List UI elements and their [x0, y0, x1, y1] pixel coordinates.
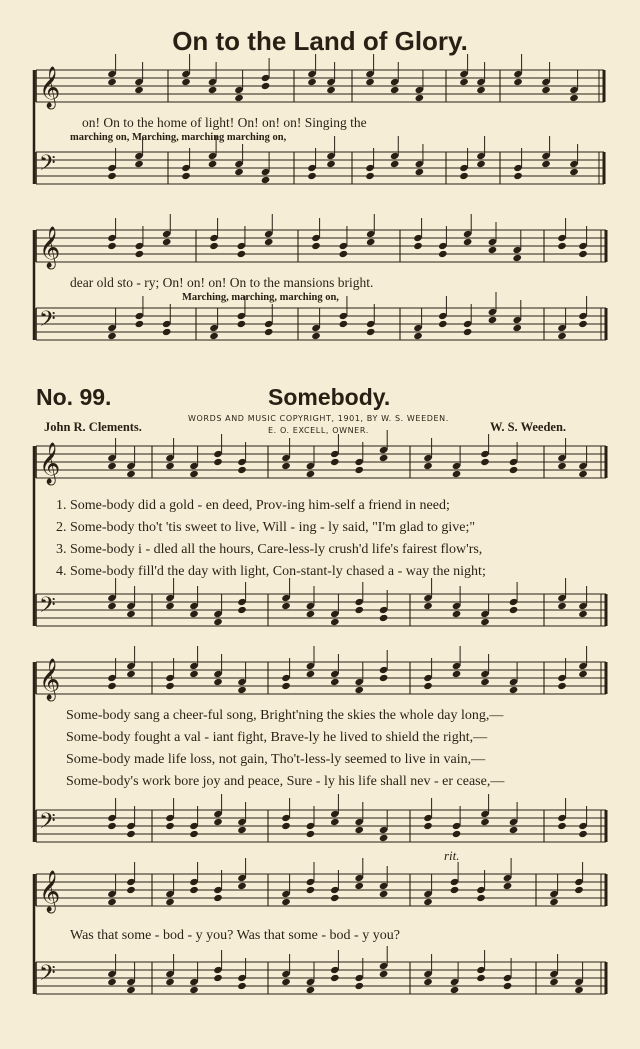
verse-line: 3. Some-body i - dled all the hours, Care-less-ly crush'd life's fairest flow'rs, — [56, 542, 483, 557]
note-head — [306, 886, 316, 894]
note-head — [366, 238, 376, 246]
note-head — [261, 82, 271, 90]
note-head — [237, 826, 247, 834]
note-head — [306, 470, 316, 478]
note-head — [208, 86, 218, 94]
hymn1-bass-text-1: marching on, Marching, marching marching on, — [70, 132, 287, 143]
note-head — [541, 160, 551, 168]
note-head — [459, 78, 469, 86]
hymn-title-1: On to the Land of Glory. — [172, 26, 468, 56]
refrain-lyrics: Was that some - bod - y you? Was that some - bod - y you? — [70, 928, 400, 943]
hymn-number: No. 99. — [36, 384, 112, 410]
note-head — [311, 332, 321, 340]
note-head — [578, 250, 588, 258]
note-head — [452, 470, 462, 478]
note-head — [423, 978, 433, 986]
note-head — [165, 602, 175, 610]
note-head — [189, 886, 199, 894]
note-head — [488, 246, 498, 254]
note-head — [569, 168, 579, 176]
note-head — [423, 602, 433, 610]
note-head — [390, 160, 400, 168]
note-head — [107, 78, 117, 86]
note-head — [134, 160, 144, 168]
note-head — [237, 250, 247, 258]
note-head — [264, 238, 274, 246]
note-head — [557, 332, 567, 340]
note-head — [126, 886, 136, 894]
note-head — [459, 172, 469, 180]
note-head — [450, 986, 460, 994]
note-head — [165, 978, 175, 986]
note-head — [379, 614, 389, 622]
note-head — [509, 686, 519, 694]
copyright-line-2: E. O. EXCELL, OWNER. — [268, 426, 369, 435]
note-head — [189, 986, 199, 994]
note-head — [480, 618, 490, 626]
note-head — [135, 320, 145, 328]
note-head — [438, 320, 448, 328]
note-head — [503, 982, 513, 990]
verse-line: 4. Some-body fill'd the day with light, Con-stant-ly chased a - way the night; — [56, 564, 486, 579]
note-head — [165, 822, 175, 830]
note-head — [326, 160, 336, 168]
note-head — [423, 462, 433, 470]
treble-clef: 𝄞 — [39, 659, 61, 700]
note-head — [307, 78, 317, 86]
note-head — [234, 94, 244, 102]
note-head — [107, 682, 117, 690]
note-head — [126, 610, 136, 618]
note-head — [189, 830, 199, 838]
hymn-title-2: Somebody. — [268, 384, 391, 410]
note-head — [261, 176, 271, 184]
note-head — [541, 86, 551, 94]
note-head — [557, 682, 567, 690]
note-head — [209, 332, 219, 340]
note-head — [463, 238, 473, 246]
note-head — [165, 462, 175, 470]
note-head — [480, 678, 490, 686]
note-head — [574, 886, 584, 894]
treble-clef: 𝄞 — [39, 67, 61, 108]
verse-line: Some-body sang a cheer-ful song, Bright'ning the skies the whole day long,— — [66, 708, 504, 723]
lyricist: John R. Clements. — [44, 420, 142, 434]
note-head — [512, 254, 522, 262]
note-head — [423, 898, 433, 906]
note-head — [281, 898, 291, 906]
note-head — [390, 86, 400, 94]
note-head — [503, 882, 513, 890]
note-head — [208, 160, 218, 168]
note-head — [107, 822, 117, 830]
note-head — [578, 670, 588, 678]
note-head — [209, 242, 219, 250]
note-head — [107, 978, 117, 986]
note-head — [107, 172, 117, 180]
note-head — [126, 670, 136, 678]
note-head — [311, 242, 321, 250]
treble-clef: 𝄞 — [39, 443, 61, 484]
note-head — [213, 458, 223, 466]
note-head — [415, 94, 425, 102]
note-head — [237, 320, 247, 328]
note-head — [379, 454, 389, 462]
note-head — [379, 890, 389, 898]
note-head — [569, 94, 579, 102]
copyright-line-1: WORDS AND MUSIC COPYRIGHT, 1901, BY W. S. WEEDEN. — [188, 414, 449, 423]
note-head — [476, 974, 486, 982]
verse-line: Some-body's work bore joy and peace, Sure - ly his life shall nev - er cease,— — [66, 774, 505, 789]
note-head — [213, 618, 223, 626]
note-head — [330, 818, 340, 826]
note-head — [365, 172, 375, 180]
note-head — [509, 606, 519, 614]
note-head — [354, 686, 364, 694]
note-head — [162, 238, 172, 246]
note-head — [213, 818, 223, 826]
treble-clef: 𝄞 — [39, 227, 61, 268]
hymn1-lyrics-1: on! On to the home of light! On! on! on! Singing the — [82, 115, 367, 130]
rit-marking: rit. — [444, 848, 460, 863]
note-head — [181, 78, 191, 86]
note-head — [281, 462, 291, 470]
note-head — [557, 602, 567, 610]
bass-clef: 𝄢 — [39, 593, 56, 623]
note-head — [306, 670, 316, 678]
verse-line: 1. Some-body did a gold - en deed, Prov-ing him-self a friend in need; — [56, 498, 450, 513]
note-head — [354, 982, 364, 990]
note-head — [281, 602, 291, 610]
verse-line: 2. Some-body tho't 'tis sweet to live, Will - ing - ly said, "I'm glad to give;" — [56, 520, 476, 535]
note-head — [366, 328, 376, 336]
note-head — [513, 78, 523, 86]
note-head — [463, 328, 473, 336]
note-head — [234, 168, 244, 176]
note-head — [237, 982, 247, 990]
note-head — [354, 466, 364, 474]
note-head — [574, 986, 584, 994]
verse-line: Some-body fought a val - iant fight, Brave-ly he lived to shield the right,— — [66, 730, 488, 745]
note-head — [326, 86, 336, 94]
note-head — [181, 172, 191, 180]
note-head — [512, 324, 522, 332]
hymn1-lyrics-2: dear old sto - ry; On! on! on! On to the mansions bright. — [70, 275, 374, 290]
composer: W. S. Weeden. — [490, 420, 567, 434]
note-head — [354, 826, 364, 834]
note-head — [306, 610, 316, 618]
note-head — [339, 250, 349, 258]
treble-clef: 𝄞 — [39, 871, 61, 912]
note-head — [330, 458, 340, 466]
note-head — [162, 328, 172, 336]
note-head — [126, 986, 136, 994]
note-head — [126, 470, 136, 478]
note-head — [264, 328, 274, 336]
note-head — [379, 970, 389, 978]
note-head — [237, 686, 247, 694]
note-head — [423, 822, 433, 830]
bass-clef: 𝄢 — [39, 961, 56, 991]
note-head — [476, 894, 486, 902]
note-head — [213, 678, 223, 686]
note-head — [379, 674, 389, 682]
note-head — [557, 462, 567, 470]
verse-line: Some-body made life loss, not gain, Tho't-less-ly seemed to live in vain,— — [66, 752, 486, 767]
bass-clef: 𝄢 — [39, 307, 56, 337]
note-head — [557, 242, 567, 250]
note-head — [165, 682, 175, 690]
note-head — [107, 242, 117, 250]
note-head — [330, 894, 340, 902]
note-head — [237, 606, 247, 614]
note-head — [379, 834, 389, 842]
note-head — [354, 882, 364, 890]
note-head — [330, 974, 340, 982]
note-head — [423, 682, 433, 690]
note-head — [476, 160, 486, 168]
note-head — [413, 332, 423, 340]
note-head — [549, 978, 559, 986]
note-head — [213, 974, 223, 982]
note-head — [557, 822, 567, 830]
note-head — [281, 822, 291, 830]
note-head — [135, 250, 145, 258]
note-head — [450, 886, 460, 894]
note-head — [480, 458, 490, 466]
note-head — [213, 894, 223, 902]
note-head — [488, 316, 498, 324]
note-head — [415, 168, 425, 176]
note-head — [165, 898, 175, 906]
note-head — [365, 78, 375, 86]
note-head — [480, 818, 490, 826]
note-head — [578, 830, 588, 838]
note-head — [134, 86, 144, 94]
note-head — [452, 610, 462, 618]
note-head — [549, 898, 559, 906]
note-head — [413, 242, 423, 250]
note-head — [189, 670, 199, 678]
note-head — [476, 86, 486, 94]
note-head — [339, 320, 349, 328]
note-head — [281, 978, 291, 986]
note-head — [107, 462, 117, 470]
note-head — [306, 830, 316, 838]
note-head — [452, 830, 462, 838]
note-head — [452, 670, 462, 678]
note-head — [354, 606, 364, 614]
note-head — [107, 332, 117, 340]
note-head — [578, 470, 588, 478]
bass-clef: 𝄢 — [39, 151, 56, 181]
note-head — [513, 172, 523, 180]
note-head — [306, 986, 316, 994]
note-head — [438, 250, 448, 258]
bass-clef: 𝄢 — [39, 809, 56, 839]
note-head — [509, 826, 519, 834]
note-head — [330, 618, 340, 626]
note-head — [126, 830, 136, 838]
note-head — [237, 466, 247, 474]
note-head — [307, 172, 317, 180]
note-head — [107, 898, 117, 906]
note-head — [107, 602, 117, 610]
note-head — [237, 882, 247, 890]
hymn1-bass-text-2: Marching, marching, marching on, — [182, 292, 339, 303]
note-head — [330, 678, 340, 686]
note-head — [189, 470, 199, 478]
note-head — [578, 320, 588, 328]
note-head — [509, 466, 519, 474]
note-head — [189, 610, 199, 618]
note-head — [578, 610, 588, 618]
note-head — [281, 682, 291, 690]
